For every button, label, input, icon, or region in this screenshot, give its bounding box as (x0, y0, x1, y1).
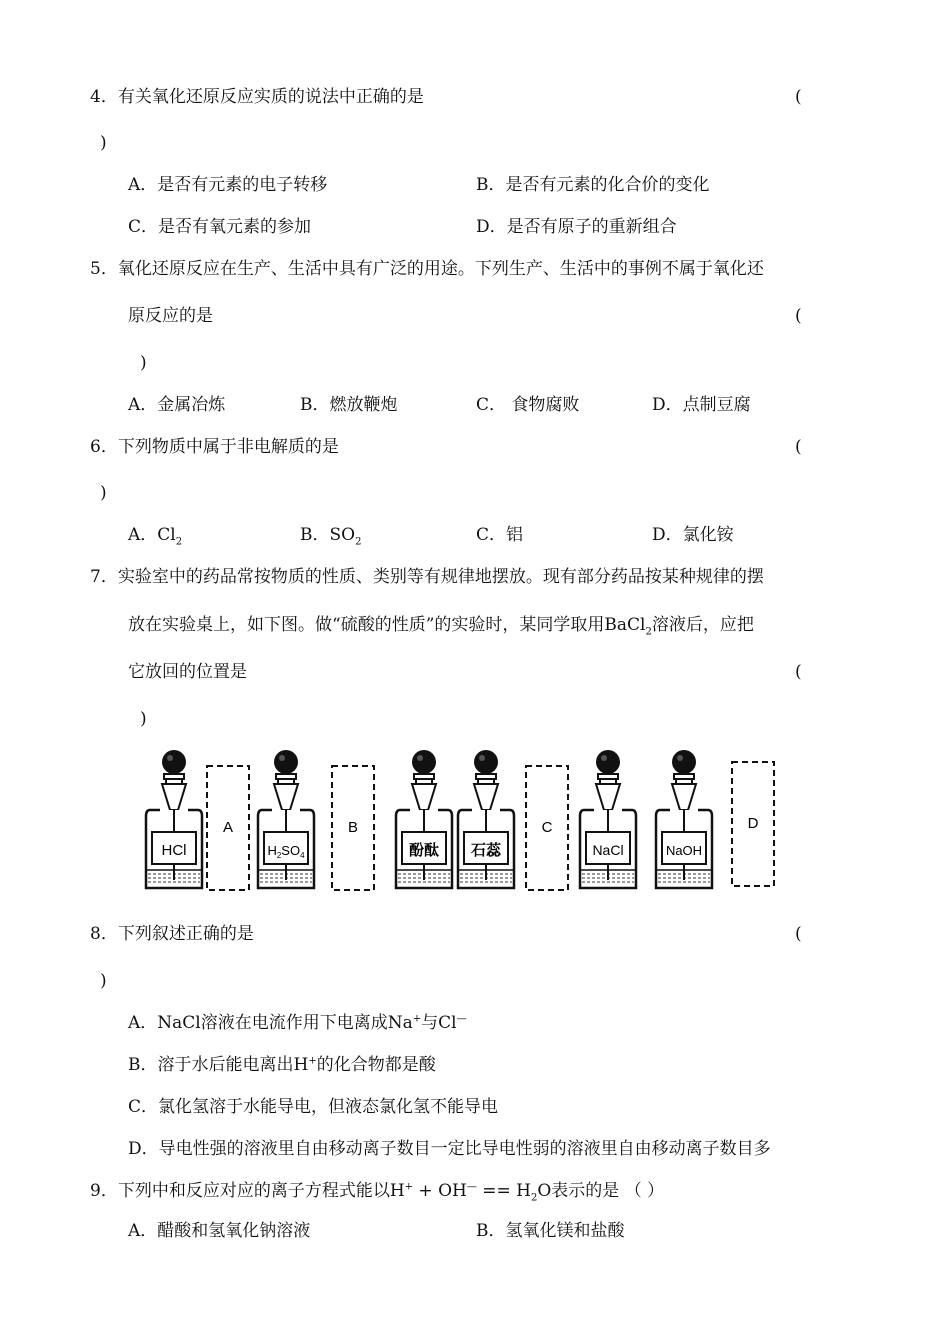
slot-label-c: C (541, 819, 553, 836)
q8-option-c: C．氯化氢溶于水能导电，但液态氯化氢不能导电 (128, 1097, 499, 1117)
q8-option-a: A．NaCl溶液在电流作用下电离成Na+与Cl— (128, 1013, 467, 1033)
q6-stem: 6．下列物质中属于非电解质的是 (90, 437, 339, 457)
q4-option-b: B．是否有元素的化合价的变化 (476, 175, 710, 195)
q4-option-c: C．是否有氧元素的参加 (128, 217, 312, 237)
q5-stem-line2: 原反应的是 (128, 306, 213, 326)
q4-stem: 4．有关氧化还原反应实质的说法中正确的是 (90, 87, 424, 107)
q4-option-a: A．是否有元素的电子转移 (128, 175, 328, 195)
bottle-label-naoh: NaOH (665, 843, 703, 858)
q7-paren-close: ) (140, 709, 147, 729)
q8-paren-open: ( (795, 924, 802, 944)
q5-option-d: D．点制豆腐 (652, 395, 751, 415)
bottle-label-phenolphthalein: 酚酞 (408, 841, 440, 859)
q8-paren-close: ) (100, 971, 107, 991)
q9-option-b: B．氢氧化镁和盐酸 (476, 1221, 625, 1241)
q7-stem-line3: 它放回的位置是 (128, 662, 247, 682)
q6-paren-close: ) (100, 483, 107, 503)
q8-stem: 8．下列叙述正确的是 (90, 924, 254, 944)
q7-stem-line1: 7．实验室中的药品常按物质的性质、类别等有规律地摆放。现有部分药品按某种规律的摆 (90, 567, 764, 587)
q5-paren-open: ( (795, 306, 802, 326)
bottle-h2so4 (258, 750, 314, 888)
slot-label-b: B (347, 819, 359, 836)
q7-paren-open: ( (795, 662, 802, 682)
q4-option-d: D．是否有原子的重新组合 (476, 217, 677, 237)
q6-option-b: B．$SO_2$ (300, 525, 362, 548)
q7-stem-line2: 放在实验桌上，如下图。做“硫酸的性质”的实验时，某同学取用BaCl$_2$溶液后，应把 (128, 615, 754, 638)
reagent-bottles-figure (138, 748, 788, 896)
q8-option-b: B．溶于水后能电离出H+的化合物都是酸 (128, 1055, 436, 1075)
bottle-nacl (580, 750, 636, 888)
bottle-label-hcl: HCl (161, 842, 187, 859)
bottle-naoh (656, 750, 712, 888)
bottle-label-h2so4: $H_2SO_4$ (267, 843, 305, 860)
bottle-label-litmus: 石蕊 (470, 841, 502, 859)
q8-option-d: D．导电性强的溶液里自由移动离子数目一定比导电性弱的溶液里自由移动离子数目多 (128, 1139, 771, 1159)
bottle-phenolphthalein (396, 750, 452, 888)
q5-option-b: B．燃放鞭炮 (300, 395, 398, 415)
bottle-litmus (458, 750, 514, 888)
q5-option-c: C． 食物腐败 (476, 395, 580, 415)
q9-option-a: A．醋酸和氢氧化钠溶液 (128, 1221, 311, 1241)
slot-label-a: A (222, 819, 234, 836)
q6-option-a: A．$Cl_2$ (128, 525, 183, 548)
q5-stem-line1: 5．氧化还原反应在生产、生活中具有广泛的用途。下列生产、生活中的事例不属于氧化还 (90, 259, 764, 279)
slot-label-d: D (747, 815, 759, 832)
q5-paren-close: ) (140, 353, 147, 373)
bottle-label-nacl: NaCl (592, 842, 624, 858)
q6-option-c: C．铝 (476, 525, 524, 545)
q4-paren-open: ( (795, 87, 802, 107)
q9-stem: 9．下列中和反应对应的离子方程式能以$H^+ + OH^— == H_2O$表示的是 （ ） (90, 1181, 665, 1204)
bottle-hcl (146, 750, 202, 888)
q4-paren-close: ) (100, 133, 107, 153)
q5-option-a: A．金属冶炼 (128, 395, 226, 415)
q6-paren-open: ( (795, 437, 802, 457)
q6-option-d: D．氯化铵 (652, 525, 734, 545)
